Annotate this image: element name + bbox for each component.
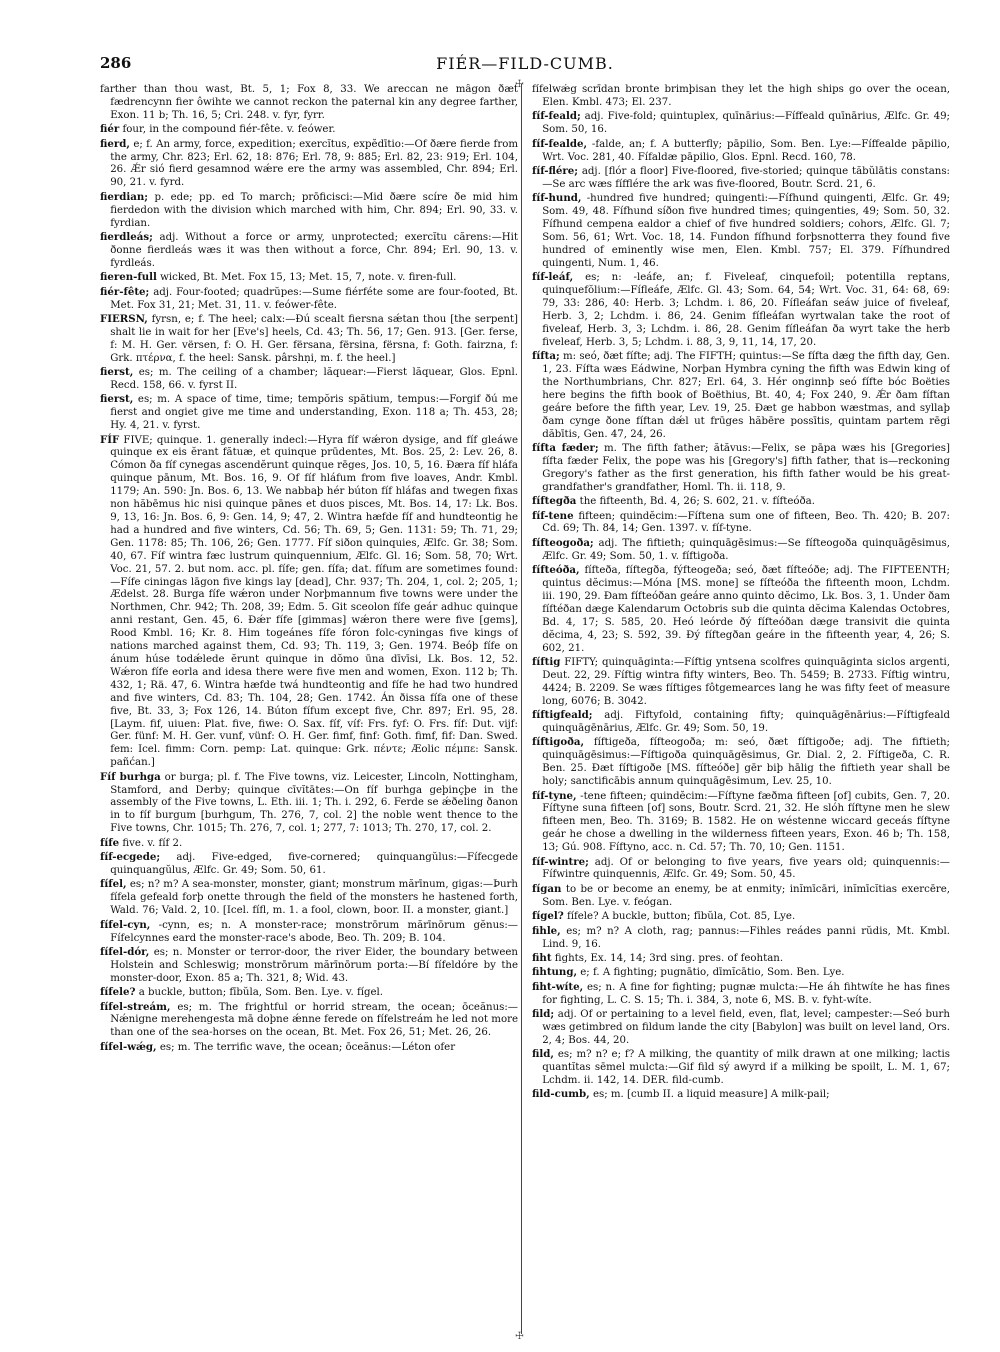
entry-text: es; m. The ceiling of a chamber; lăquear:—Fierst lăquear, Glos. Epnl. Recd. 158, 66. v. fyrst II. [110, 367, 518, 391]
entry-headword: fífele? [100, 986, 136, 999]
right-column [532, 84, 950, 1339]
entry-headword: fíftig [532, 655, 561, 668]
dictionary-entry [532, 271, 950, 349]
entry-text: es; m. [cumb II. a liquid measure] A milk-pail; [592, 1089, 830, 1101]
entry-headword: fíf-wintre; [532, 855, 589, 868]
entry-headword: fiht [532, 951, 552, 964]
dictionary-entry [100, 123, 518, 137]
entry-headword: fild-cumb, [532, 1088, 590, 1101]
entry-text: -hundred five hundred; quingenti:—Fífhund quingenti, Ælfc. Gr. 49; Som. 49, 48. Fífhund síðon five hundred times; quingenties, 49; Som. 50, 32. Fífhund cempena ealdor a chief of five hundred soldiers; cohors, Ælfc. Gl. 7; Som. 56, 61; Wrt. Voc. 18, 14. Fundon fífhund forþsnotterra they found five hundred of eminently wise men, Elen. Kmbl. 757; El. 379. Fífhundred quingenti, Num. 1, 46. [542, 193, 950, 269]
entry-text: e; f. An army, force, expedition; exercĭtus, expĕdītio:—Of ðære fierde from the army, Chr. 823; Erl. 62, 18: 876; Erl. 78, 9: 885; Erl. 82, 23: 919; Erl. 104, 26. Ǽr sió fierd gesamnod wǽre ere the army was assembled, Chr. 894; Erl. 90, 21. v. fyrd. [110, 138, 518, 189]
dictionary-entry [532, 1048, 950, 1088]
entry-headword: fífel-cyn, [100, 918, 151, 931]
entry-text: adj. [flór a floor] Five-floored, five-storied; quinque tăbŭlātis constans:—Se arc wæs fífflére the ark was five-floored, Boutr. Scrd. 21, 6. [542, 165, 950, 190]
entry-headword: fierst, [100, 366, 134, 379]
dictionary-entry [532, 1008, 950, 1048]
entry-text: five. v. fíf 2. [122, 837, 183, 849]
entry-text: es; m. The frightful or horrid stream, the ocean; ōceănus:—Nǽnigne merehengesta mā doþne ǽnne ferede on fífelstreám he led not more than one of the sea-horses on the ocean, Bt. Met. Fox 26, 51; Met. 26, 26. [110, 1001, 518, 1039]
entry-headword: FIERSN, [100, 312, 148, 325]
entry-text: a buckle, button; fībŭla, Som. Ben. Lye. v. fígel. [138, 987, 384, 999]
entry-headword: fíf-feald; [532, 110, 581, 123]
dictionary-entry [532, 110, 950, 137]
entry-headword: fíf-leáf, [532, 271, 574, 284]
dictionary-entry [100, 434, 518, 771]
entry-text: es; m. The terrific wave, the ocean; ōceănus:—Léton ofer [159, 1041, 456, 1053]
dictionary-entry [532, 656, 950, 709]
entry-text: FIVE; quinque. 1. generally indecl:—Hyra fíf wǽron dysige, and fíf gleáwe quinque ex eis ĕrant fătuæ, et quinque prūdentes, Mt. Bos. 25, 2: Lev. 26, 8. Cómon ða fíf cynegas ascendĕrunt quinque rēges, Jos. 10, 5, 16. Ðæra fíf hláfa quinque pānum, Mt. Bos. 16, 9. Of fíf hláfum from five loaves, Andr. Kmbl. 1179; An. 590: Jn. Bos. 6, 13. We nabbaþ hér búton fíf hláfas and twegen fixas non hăbēmus hic nisi quinque pānes et duos pisces, Mt. Bos. 14, 17: Lk. Bos. 9, 13, 16: Jn. Bos. 6, 9: Gen. 14, 9; 47, 2. Wintra hæfde fíf and hundteontig he had a hundred and five winters, Cd. 56; Th. 69, 5; Gen. 1131: 59; Th. 71, 29; Gen. 1178: 85; Th. 106, 26; Gen. 1777. Fíf siðon quinquies, Ælfc. Gr. 38; Som. 40, 67. Fíf wintra fæc lustrum quinquennium, Ælfc. Gl. 16; Som. 58, 70; Wrt. Voc. 21, 57. 2. but nom. acc. pl. fífe; gen. fífa; dat. fífum are sometimes found:—Fífe ciningas lāgon five kings lay [dead], Chr. 937; Th. 204, 1, col. 2; 205, 1; Ædelst. 28. Burga fífe wǽron under Norþmannum five towns were under the Northmen, Chr. 942; Th. 208, 39; Edm. 5. Git sceolon fífe geár adhuc quinque anni restant, Gen. 45, 6. Ðǽr fífe [gimmas] wǽron there were five [gems], Rood Kmbl. 16; Kr. 8. Him togeánes fífe fóron folc-cyningas five kings of nations marched against them, Cd. 93; Th. 119, 3; Gen. 1974. Beóþ fífe on ánum húse todǽlede ĕrunt quinque in dŏmo ūna dīvīsi, Lk. Bos. 12, 52. Wǽron fífe eorla and idesa there were five men and women, Exon. 112 b; Th. 432, 1; Rä. 47, 6. Wintra hæfde twá hundteontig and fífe he had two hundred and five winters, Cd. 83; Th. 104, 28; Gen. 1742. Án ðissa fífa one of these five, Bt. 33, 3; Fox 126, 14. Búton fífum except five, Chr. 897; Erl. 95, 28. [Laym. fif, uiuen: Plat. five, fiwe: O. Sax. fíf, víf: Frs. fyf: O. Frs. fíf: Dut. vijf: Ger. fünf: M. H. Ger. vunf, vünf: O. H. Ger. fimf, finf: Goth. fimf, fif: Dan. Swed. fem: Icel. fimm: Corn. pemp: Lat. quinque: Grk. πέντε; Æolic πέμπε: Sansk. pañćan.] [110, 434, 518, 769]
dictionary-entry [100, 286, 518, 313]
entry-text: adj. Of or belonging to five years, five years old; quinquennis:—Fífwintre quinquennis, Ælfc. Gr. 49; Som. 50, 45. [542, 856, 950, 881]
entry-text: m. The fifth father; ătăvus:—Felix, se pāpa wæs his [Gregories] fífta fæder Felix, the pope was his [Gregory's] fifth father, that is—reckoning Gregory's father as the first generation, his fifth father would be his great-grandfather's grandfather, Homl. Th. ii. 118, 9. [542, 442, 950, 493]
dictionary-entry [532, 165, 950, 192]
entry-headword: fihle, [532, 924, 561, 937]
entry-text: adj. Of or pertaining to a level field, even, flat, level; campester:—Seó burh wæs getimbred on fildum lande the city [Babylon] was built on level land, Ors. 2, 4; Bos. 44, 20. [542, 1009, 950, 1046]
entry-text: the fifteenth, Bd. 4, 26; S. 602, 21. v. fífteóða. [579, 496, 815, 508]
entry-headword: fierdleás; [100, 230, 153, 243]
dictionary-entry [100, 986, 518, 1000]
entry-headword: fiht-wíte, [532, 980, 584, 993]
dictionary-entry [100, 84, 518, 123]
entry-headword: fiér-fête; [100, 285, 150, 298]
entry-headword: fihtung, [532, 966, 578, 979]
dictionary-entry [100, 946, 518, 986]
entry-text: p. ede; pp. ed To march; prōficisci:—Mid ðære scíre ðe mid him fierdedon with the division which marched with him, Chr. 894; Erl. 90, 33. v. fyrdian. [110, 191, 518, 229]
dictionary-entry [100, 313, 518, 366]
entry-text: es; n: -leáfe, an; f. Fiveleaf, cinquefoil; potentilla reptans, quinquefŏlium:—Fífleáfe, Ælfc. Gl. 43; Som. 64, 54; Wrt. Voc. 31, 64: 68, 69: 79, 33: 286, 40: Herb. 3; Lchdm. i. 86, 20. Fífleáfan seáw juice of fiveleaf, Herb. 3, 2; Lchdm. i. 86, 24. Genim fífleáfan wyrtwalan take the root of fiveleaf, Herb. 3, 3; Lchdm. i. 86, 28. Genim fífleáfan ða wyrt take the herb fiveleaf, Herb. 3, 5; Lchdm. i. 88, 3, 9, 11, 14, 17, 20. [542, 272, 950, 348]
dictionary-entry [100, 393, 518, 433]
dictionary-entry [100, 851, 518, 878]
dictionary-entry [100, 271, 518, 285]
entry-text: es; n. A fine for fighting; pugnæ mulcta:—He áh fihtwíte he has fines for fighting, L. C. S. 15; Th. i. 384, 3, note 6, MS. B. v. fyht-wíte. [542, 981, 950, 1006]
entry-text: -falde, an; f. A butterfly; pāpilio, Som. Ben. Lye:—Fíffealde pāpilio, Wrt. Voc. 281, 40. Fífaldæ pāpilio, Glos. Epnl. Recd. 160, 78. [542, 138, 950, 163]
page-header [100, 54, 950, 80]
dictionary-entry [532, 736, 950, 789]
dictionary-entry [532, 442, 950, 495]
dictionary-entry [532, 495, 950, 509]
top-register-mark: ☩ [515, 79, 524, 90]
dictionary-entry [100, 366, 518, 393]
dictionary-entry [532, 910, 950, 924]
dictionary-entry [100, 138, 518, 191]
entry-text: es; m. A space of time, time; tempŏris spătium, tempus:—Forgif ðú me fierst and ongiet give me time and understanding, Exon. 118 a; Th. 453, 28; Hy. 4, 21. v. fyrst. [110, 394, 518, 432]
dictionary-entry [532, 856, 950, 883]
entry-text: adj. Without a force or army, unprotected; exercĭtu cărens:—Hit ðonne fierdleás wæs it was then without a force, Chr. 894; Erl. 90, 13. v. fyrdleás. [110, 231, 518, 269]
entry-text: m: seó, ðæt fífte; adj. The FIFTH; quintus:—Se fífta dæg the fifth day, Gen. 1, 23. Fífta wæs Eádwine, Norþan Hymbra cyning the fifth was Edwin king of the Northumbrians, Chr. 827; Erl. 64, 3. Hér onginnþ seó fífte bóc Boëties here begins the fifth book of Boëthius, Bt. 40, 4; Fox 240, 9. Ǽr ðam fíftan geáre before the fifth year, Lev. 19, 25. Ðæt ge habbon wæstmas, and syllaþ ðam cynge ðone fíftan dǽl ut frūges hăbēre possītis, quintam partem rēgi dăbītis, Gen. 47, 24, 26. [542, 351, 950, 440]
entry-headword: fild, [532, 1048, 554, 1061]
dictionary-entry [532, 952, 950, 966]
entry-text: FIFTY; quinquāginta:—Fíftig yntsena scolfres quinquāginta siclos argenti, Deut. 22, 29. Fíftig wintra fifty winters, Beo. Th. 5459; B. 2733. Fíftig wintru, 4424; B. 2209. Se wæs fíftiges fôtgemearces lang he was fifty feet of measure long, 6076; B. 3042. [542, 656, 950, 707]
entry-text: fyrsn, e; f. The heel; calx:—Ðú scealt fiersna sǽtan thou [the serpent] shalt lie in wait for her [Eve's] heels, Cd. 43; Th. 56, 17; Gen. 913. [Ger. ferse, f: M. H. Ger. vërsen, f: O. H. Ger. fërsana, fërsina, fërsna, f: Goth. fairzna, f: Grk. πτέρνα, f. the heel: Sansk. pârshṇi, m. f. the heel.] [110, 313, 518, 364]
dictionary-entry [100, 771, 518, 837]
entry-headword: fífel-streám, [100, 1000, 171, 1013]
dictionary-entry [532, 192, 950, 270]
dictionary-entry [532, 709, 950, 736]
dictionary-entry [100, 191, 518, 231]
entry-text: es; m? n? A cloth, rag; pannus:—Fihles reádes panni rŭdis, Mt. Kmbl. Lind. 9, 16. [542, 925, 950, 950]
dictionary-entry [532, 510, 950, 537]
entry-headword: fíf-hund, [532, 192, 582, 205]
entry-headword: fíf-fealde, [532, 137, 587, 150]
entry-text: fífele? A buckle, button; fībŭla, Cot. 85, Lye. [566, 911, 796, 923]
entry-text: es; n. Monster or terror-door, the river Eider, the boundary between Holstein and Schleswig; monstrōrum mărīnōrum porta:—Bí fífeldóre by the monster-door, Exon. 85 a; Th. 321, 8; Wid. 43. [110, 946, 518, 984]
entry-headword: fífel-wǽg, [100, 1040, 157, 1053]
dictionary-entry [532, 350, 950, 441]
entry-headword: FÍF [100, 433, 120, 446]
running-head: FIÉR—FILD-CUMB. [436, 54, 614, 73]
entry-text: es; n? m? A sea-monster, monster, giant; monstrum mărīnum, gigas:—Þurh fífela gefeald forþ onette through the field of the monsters he hastened forth, Wald. 76; Vald. 2, 10. [Icel. fífl, m. 1. a fool, clown, boor. II. a monster, giant.] [110, 879, 518, 917]
dictionary-entry [532, 1088, 950, 1102]
entry-headword: fíftigoða, [532, 736, 585, 749]
entry-text: fifteen; quindĕcim:—Fíftena sum one of fifteen, Beo. Th. 420; B. 207: Cd. 69; Th. 84, 14; Gen. 1397. v. fíf-tyne. [542, 510, 950, 535]
entry-text: adj. Five-edged, five-cornered; quinquangŭlus:—Fífecgede quinquangŭlus, Ælfc. Gr. 49; Som. 50, 61. [110, 852, 518, 876]
entry-text: e; f. A fighting; pugnātio, dīmĭcātio, Som. Ben. Lye. [580, 967, 845, 979]
dictionary-entry [532, 790, 950, 856]
entry-headword: Fíf burhga [100, 770, 161, 783]
dictionary-entry [100, 231, 518, 271]
entry-text: fights, Ex. 14, 14; 3rd sing. pres. of feohtan. [554, 952, 784, 964]
dictionary-entry [532, 981, 950, 1008]
dictionary-entry [532, 84, 950, 110]
bottom-register-mark: ☩ [515, 1331, 524, 1342]
entry-headword: fíf-flére; [532, 164, 578, 177]
dictionary-entry [532, 925, 950, 952]
entry-text: to be or become an enemy, be at enmity; inĭmīcāri, inĭmīcĭtias exercēre, Som. Ben. Lye. v. feógan. [542, 883, 950, 908]
entry-text: farther than thou wast, Bt. 5, 1; Fox 8, 33. We areccan ne mâgon ðæt fædrencynn fier ôwihte we cannot reckon the paternal kin any degree farther, Exon. 11 b; Th. 16, 5; Cri. 248. v. fyr, fyrr. [100, 84, 518, 121]
entry-text: wicked, Bt. Met. Fox 15, 13; Met. 15, 7, note. v. firen-full. [160, 272, 457, 284]
dictionary-entry [532, 966, 950, 980]
entry-headword: fíftegða [532, 495, 577, 508]
entry-headword: fífel, [100, 878, 127, 891]
entry-headword: fígan [532, 882, 562, 895]
entry-headword: fíf-tene [532, 509, 574, 522]
entry-text: es; m? n? e; f? A milking, the quantity of milk drawn at one milking; lactis quantĭtas sēmel mulcta:—Gif fild sý awyrd if a milking be spoilt, L. M. 1, 67; Lchdm. ii. 142, 14. DER. fild-cumb. [542, 1049, 950, 1087]
dictionary-entry [100, 1001, 518, 1041]
entry-headword: fígel? [532, 910, 564, 923]
entry-text: -tene fifteen; quindĕcim:—Fíftyne fæðma fifteen [of] cubits, Gen. 7, 20. Fíftyne suna fifteen [of] sons, Boutr. Scrd. 21, 32. He slóh fíftyne men he slew fifteen men, Beo. Th. 3169; B. 1582. He on wéstenne wiccard geceás fíftyne geár he chose a dwelling in the wilderness fifteen years, Exon. 46 b; Th. 158, 13; Gú. 908. Fíftyno, acc. n. Cd. 57; Th. 70, 10; Gen. 1151. [542, 790, 950, 854]
entry-text: adj. Fiftyfold, containing fifty; quinquāgēnārius:—Fíftigfeald quinquāgēnārius, Ælfc. Gr. 49; Som. 50, 19. [542, 710, 950, 734]
entry-headword: fierdian; [100, 190, 149, 203]
entry-headword: fierd, [100, 137, 130, 150]
dictionary-entry [100, 878, 518, 918]
entry-text: fíftigeða, fífteogoða; m: seó, ðæt fíftigoðe; adj. The fiftieth; quinquāgēsimus:—Fíftigoða quinquāgēsimus, Gr. Dial. 2, 2. Fíftigeða, C. R. Ben. 25. Ðæt fíftigoðe [MS. fífteóðe] gēr biþ hālig the fiftieth year shall be holy; sanctificābis annum quinquāgēsimum, Lev. 25, 10. [542, 737, 950, 788]
dictionary-entry [532, 564, 950, 655]
entry-headword: fífta; [532, 350, 560, 363]
entry-headword: fiér [100, 123, 120, 136]
entry-headword: fífta fæder; [532, 441, 599, 454]
entry-headword: fíf-tyne, [532, 789, 577, 802]
entry-text: adj. The fiftieth; quinquāgēsimus:—Se fífteogoða quinquāgēsimus, Ælfc. Gr. 49; Som. 50, 1. v. fíftigoða. [542, 537, 950, 562]
dictionary-entry [532, 537, 950, 564]
entry-headword: fierst, [100, 393, 134, 406]
entry-text: or burga; pl. f. The Five towns, viz. Leicester, Lincoln, Nottingham, Stamford, and Derby; quinque cīvĭtātes:—On fíf burhga geþinçþe in the assembly of the Five towns, L. Eth. iii. 1; Th. i. 292, 6. Ferde se ǽðeling ðanon in to fíf burgum [burhgum, Th. 276, 7, col. 2] the noble went thence to the Five towns, Chr. 1015; Th. 276, 7, col. 1; 277, 7: 1013; Th. 270, 17, col. 2. [110, 771, 518, 835]
dictionary-entry [100, 919, 518, 946]
dictionary-entry [532, 138, 950, 165]
column-divider [521, 84, 522, 1334]
entry-headword: fíftigfeald; [532, 709, 593, 722]
entry-headword: fíf-ecgede; [100, 851, 161, 864]
entry-text: fífteða, fíftegða, fýfteogeða; seó, ðæt fífteóðe; adj. The FIFTEENTH; quintus dĕcimus:—Móna [MS. mone] se fífteóða the fifteenth moon, Lchdm. iii. 190, 29. Ðam fífteóðan geáre anno quinto dĕcimo, Lk. Bos. 3, 1. Under ðam fíftéðan dæge Kalendarum Octobris sub die quinta dĕcima Kalendas Octobres, Bd. 4, 17; S. 585, 20. Heó leórde ðý fífteóðan dæge transivit die quinta dĕcima, 4, 23; S. 592, 39. Ðý fíftegðan geáre in the fifteenth year, 4, 26; S. 602, 21. [542, 565, 950, 654]
entry-text: -cynn, es; n. A monster-race; monstrōrum mărīnōrum gĕnus:—Fífelcynnes eard the monster-race's abode, Beo. Th. 209; B. 104. [110, 919, 518, 944]
entry-headword: fild; [532, 1008, 555, 1021]
page-number: 286 [100, 54, 132, 72]
entry-text: fífelwǽg scrīdan bronte brimþisan they let the high ships go over the ocean, Elen. Kmbl. 473; El. 237. [532, 84, 950, 108]
entry-text: adj. Four-footed; quadrŭpes:—Sume fiérféte some are four-footed, Bt. Met. Fox 31, 21; Met. 31, 11. v. feówer-fête. [110, 286, 518, 311]
entry-headword: fieren-full [100, 271, 157, 284]
entry-headword: fífteogoða; [532, 536, 594, 549]
entry-text: adj. Five-fold; quintuplex, quīnārius:—Fíffeald quīnārius, Ælfc. Gr. 49; Som. 50, 16. [542, 111, 950, 136]
left-column [100, 84, 518, 1339]
entry-headword: fífteóða, [532, 564, 580, 577]
dictionary-entry [100, 1041, 518, 1055]
dictionary-entry [100, 837, 518, 851]
dictionary-entry [532, 883, 950, 910]
entry-text: four, in the compound fiér-fête. v. feówer. [122, 124, 336, 136]
entry-headword: fífe [100, 836, 120, 849]
entry-headword: fífel-dór, [100, 945, 150, 958]
